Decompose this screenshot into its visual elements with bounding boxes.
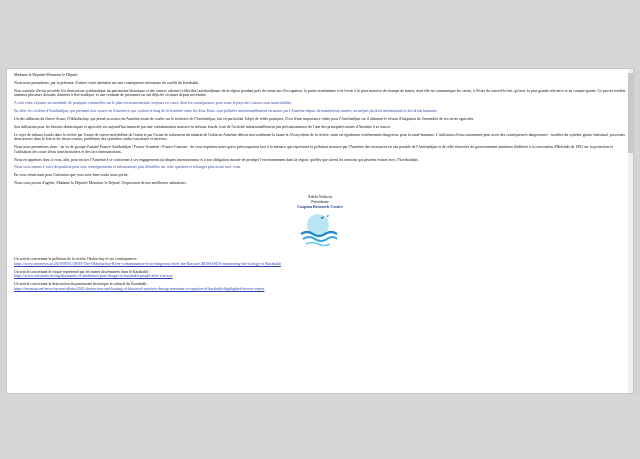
letter-paragraph: Son utilisation pour les besoins domestiques et agricoles est aujourd'hui menacée par une contamination massive en métaux lourds, fruit de l'activité intentionnellement pas précautionneuse de l'une des principales mines d'Arménie à sa source. <box>14 124 392 129</box>
link-line <box>14 262 626 267</box>
letter-paragraph: A cela vient s'ajouter un ensemble de pratiques criminelles sur le plan environnemental, toujours en cours, dont les conséquences pour toute le pays du Caucase sont incalculables. <box>14 101 293 106</box>
link-line <box>14 287 626 292</box>
salutation: Madame la Députée Monsieur le Député, <box>14 73 79 77</box>
letter-paragraph: Nous en appelons donc à vous, afin, pour inciter l'Arménie à se conformer à ses engagements juridiques internationaux et à son obligation morale de protéger l'environnement dans la région, quelles que soient les tensions qui peuvent exister avec l'Azerbaïdjan. <box>14 157 419 162</box>
reference-link[interactable]: https://eurasian.net/news/current-affairs/2021/destruction-and-looting-of-historical-artefacts-during-armenian-occupation-of-karabakh-highlighted-in-new-report <box>14 286 265 291</box>
letter-paragraph: En vous remerciant pour l'attention que vous avez bien voulu nous porter, <box>14 173 129 178</box>
reference-links <box>14 257 626 291</box>
viewer-top-background <box>0 0 640 68</box>
letter-paragraph: Nous nous permettons donc - au vu de groupe d'amitié France-Azerbaïdjan / France-Arménie / France-Caucase - de vous exprimer notre grave préoccupation face à la menace que représente la pollution massive par l'Arménie des ressources en eau potable de l'Azerbaïdjan et de celle réservées du gouvernement arménien d'adhérer à la convention d'Helsinki de 1992 sur la protection et l'utilisation des cours d'eau transfrontaliers et des lacs internationaux. <box>14 145 614 154</box>
logo-wave-bottom <box>306 243 330 246</box>
signature-organization: Caspian Research Centre <box>297 204 343 210</box>
vertical-scrollbar[interactable] <box>628 69 633 393</box>
signature-name: Adela Naftova <box>307 193 333 199</box>
link-caption: Un article concernant la destruction du patrimoine historique et culturel du Karabakh : <box>14 282 149 287</box>
letter-paragraph: Non contente d'avoir procédé à la destruction systématique du patrimoine historique et des centres urbains (villes/des) azerbaïdjanais de la région pendant près de trente ans d'occupation, la partie arménienne s'est livrée à la prise massive de champs de mines, dont elle ne communique les cartes, à l'écart du conseil-le-fait, qu'avec la plus grande réticence et au compte-goutte. Ce procès terrible amènera plusieurs dizaines d'années à être éradiqué, et une centaine de personnes en ont déjà été victimes depuis novembre. <box>14 88 626 98</box>
signature-role: Présidente <box>311 198 329 204</box>
letter-paragraph: Nous vous tenons à votre disposition pour tous renseignements et informations plus détaillées sur cette question et échanger plus avant avec vous. <box>14 165 242 170</box>
reference-link[interactable]: https://www.swissinfo.ch/eng/thousands-of-landmines-pose-danger-to-karabakh-people-after-war/xxx <box>14 274 173 279</box>
signature-block <box>14 194 626 249</box>
link-caption: Un article concernant le risque représenté par les mines disséminées dans le Karabakh : <box>14 269 151 274</box>
link-line <box>14 274 626 279</box>
caspian-research-centre-logo <box>298 212 342 248</box>
letter-paragraph: Un des affluents du fleuve Araxe, l'Okhtchtchay, qui prend sa source en Arménie avant de couler sur le territoire de l'Azerbaïdjan, fait en particulier l'objet de telles pratiques. Il est d'une importance vitale pour l'Azerbaïdjan car il alimente le réseau d'irrigation de l'ensemble de ses terres agricoles. <box>14 116 475 121</box>
paragraph-list <box>14 81 626 186</box>
letter-paragraph: Nous vous prions d'agréer, Madame la Députée Monsieur le Député, l'expression de nos meilleures salutations. <box>14 181 187 186</box>
document-page <box>6 68 634 394</box>
letter-paragraph: En effet, les rivières d'Azerbaïdjan, qui prennent leur source en Arménie et qui coulent le long de la frontière entre les deux Etats, sont polluées intentionnellement en amont par l'Arménie depuis de nombreuses années, au mépris du droit international et des droits humains. <box>14 109 438 114</box>
letter-paragraph: Nous nous permettons, par la présente, d'attirer votre attention sur une conséquence méconnue du conflit du Karabakh. <box>14 80 199 85</box>
reference-link[interactable]: https://www.azernews.az/2019/08/01/26018-The-Okhchuchay-River-contamination-is-on-dangerous-level-the-Karsan-CROSSABTA-monitoring-the-ecology-of-Karabakh <box>14 261 281 266</box>
logo-wave-middle <box>303 237 337 241</box>
viewer-bottom-background <box>0 394 640 459</box>
letter-body <box>14 73 626 294</box>
letter-paragraph: Le rejet de métaux lourds dans la rivière par l'usine de cuivre-molybdène de Gafan et par l'usine de traitement du minerai de Gafan en Arménie détruit non seulement la faune et l'écosystème de la rivière, mais est également extrêmement dangereux pour la santé humaine. L'utilisation d'eau contaminée peut avoir des conséquences dangereuses - troubles du système gastro-intestinal, processus destructeurs dans le foie et les tissus osseux, problèmes des systèmes cardio-vasculaire et nerveux... <box>14 132 625 142</box>
scrollbar-thumb[interactable] <box>628 73 633 153</box>
link-caption: Un article concernant la pollution de la rivière Okchuchay et ses conséquences : <box>14 257 139 262</box>
